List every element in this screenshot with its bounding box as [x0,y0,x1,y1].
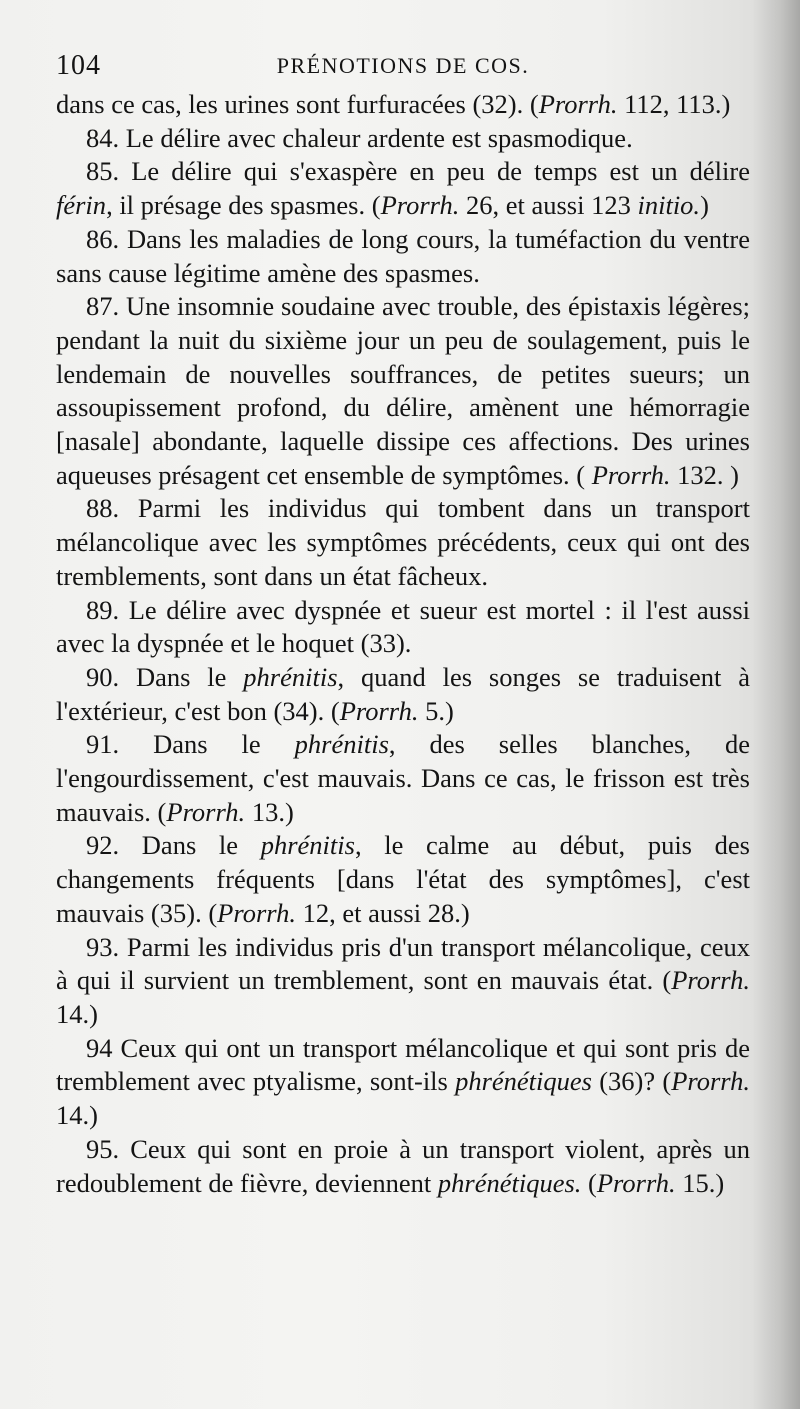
text-run: , le calme au début, puis des changements fréquents [dans l'état des symptômes], c'est mauvais (35). ( [56,830,750,928]
paragraph [56,829,750,930]
text-run: , quand les songes se traduisent à l'extérieur, c'est bon (34). ( [56,661,750,726]
text-run: 132. ) [670,459,739,490]
text-run: ) [700,190,709,221]
italic-text: Prorrh. [380,190,460,221]
italic-text: Prorrh. [671,965,750,996]
text-run: 91. Dans le [86,729,295,760]
italic-text: férin [56,190,107,221]
text-run: 92. Dans le [86,830,261,861]
italic-text: Prorrh. [339,695,419,726]
text-run: 26, et aussi 123 [459,190,638,221]
italic-text: Prorrh. [166,796,246,827]
page-header [56,50,750,86]
text-run: (36)? ( [591,1066,672,1097]
page-number: 104 [56,50,101,81]
text-run: , il présage des spasmes. ( [106,190,381,221]
text-run: 14.) [56,1100,98,1131]
paragraph [56,1133,750,1200]
italic-text: phrénétiques. [437,1167,582,1198]
italic-text: Prorrh. [591,459,671,490]
italic-text: Prorrh. [596,1167,676,1198]
text-run: 90. Dans le [86,661,244,692]
paragraph [56,492,750,593]
paragraph [56,88,750,122]
paragraph [56,931,750,1032]
running-title: PRÉNOTIONS DE COS. [276,53,530,78]
text-run: 86. Dans les maladies de long cours, la tuméfaction du ventre sans cause légitime amène des spasmes. [56,223,750,288]
italic-text: Prorrh. [217,897,296,928]
paragraph [56,594,750,661]
italic-text: Prorrh. [671,1066,750,1097]
page-edge-shadow [752,0,800,1409]
italic-text: phrénétiques [455,1066,592,1097]
text-run: 84. Le délire avec chaleur ardente est spasmodique. [86,122,633,153]
text-run: dans ce cas, les urines sont furfuracées (32). ( [56,89,539,119]
text-run: 88. Parmi les individus qui tombent dans un transport mélancolique avec les symptômes précédents, ceux qui ont des tremblements, sont dans un état fâcheux. [56,493,750,591]
italic-text: phrénitis [260,830,355,861]
text-run: 14.) [56,998,98,1029]
paragraph [56,122,750,156]
text-run: 15.) [675,1167,725,1198]
text-run: ( [581,1167,597,1198]
text-run: 89. Le délire avec dyspnée et sueur est mortel : il l'est aussi avec la dyspnée et le hoquet (33). [56,594,750,659]
italic-text: phrénitis [243,661,338,692]
text-run: 93. Parmi les individus pris d'un transport mélancolique, ceux à qui il survient un tremblement, sont en mauvais état. ( [56,931,750,996]
text-run: 12, et aussi 28.) [295,897,470,928]
text-run: 112, 113.) [617,89,731,119]
text-run: , des selles blanches, de l'engourdissement, c'est mauvais. Dans ce cas, le frisson est très mauvais. ( [56,729,750,827]
body-text [56,88,750,1200]
italic-text: phrénitis [294,729,389,760]
text-run: 94 Ceux qui ont un transport mélancolique et qui sont pris de tremblement avec ptyalisme, sont-ils [56,1032,750,1097]
text-run: 13.) [245,796,294,827]
text-run: 85. Le délire qui s'exaspère en peu de temps est un délire [86,156,750,187]
paragraph [56,661,750,728]
paragraph [56,728,750,829]
text-run: 95. Ceux qui sont en proie à un transport violent, après un redoublement de fièvre, deviennent [56,1133,750,1198]
italic-text: Prorrh. [538,89,618,119]
paragraph [56,1032,750,1133]
text-run: 5.) [418,695,454,726]
text-run: 87. Une insomnie soudaine avec trouble, des épistaxis légères; pendant la nuit du sixième jour un peu de soulagement, puis le lendemain de nouvelles souffrances, de petites sueurs; un assoupissement profond, du délire, amènent une hémorragie [nasale] abondante, laquelle dissipe ces affections. Des urines aqueuses présagent cet ensemble de symptômes. ( [56,291,750,490]
italic-text: initio. [637,190,701,221]
paragraph [56,290,750,492]
paragraph [56,155,750,222]
paragraph [56,223,750,290]
